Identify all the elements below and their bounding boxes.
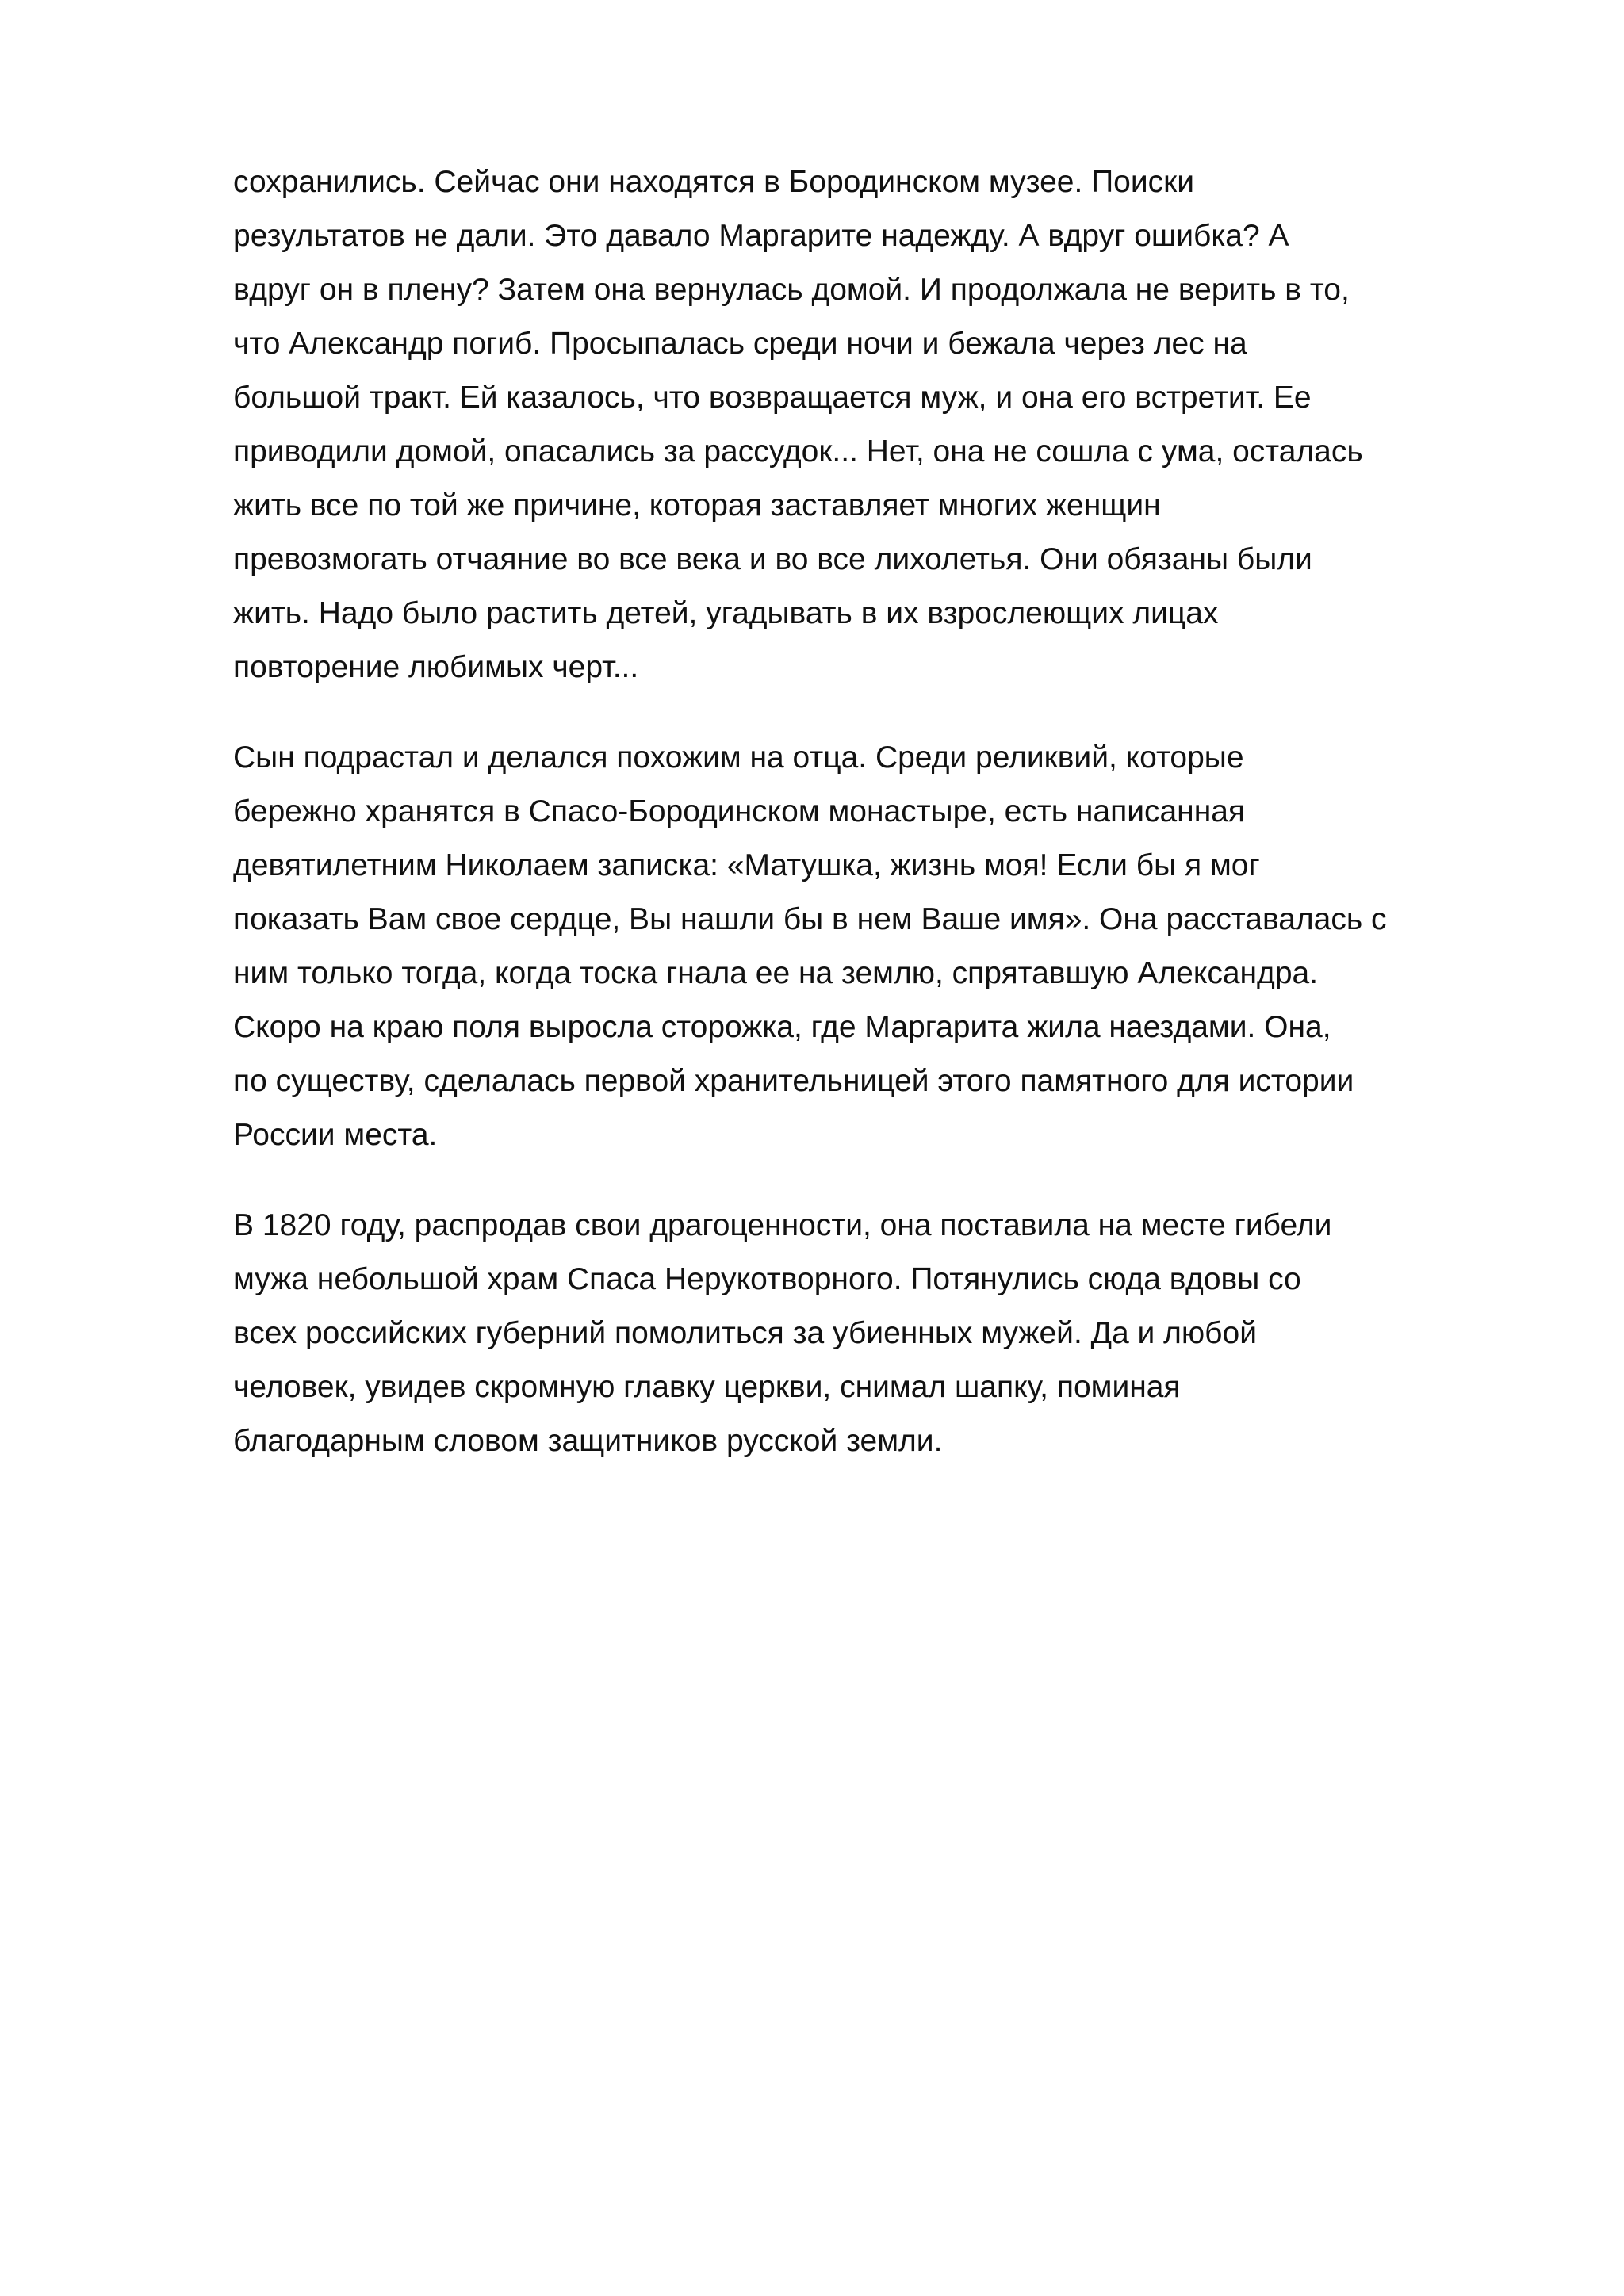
paragraph-1 [233,155,1534,695]
text-line: ним только тогда, когда тоска гнала ее на землю, спрятавшую Александра. [233,956,1319,990]
text-line: приводили домой, опасались за рассудок... Нет, она не сошла с ума, осталась [233,434,1363,469]
text-line: России места. [233,1118,438,1152]
text-line: всех российских губерний помолиться за убиенных мужей. Да и любой [233,1316,1257,1350]
text-line: превозмогать отчаяние во все века и во все лихолетья. Они обязаны были [233,542,1312,576]
text-line: бережно хранятся в Спасо-Бородинском монастыре, есть написанная [233,794,1246,828]
text-line: результатов не дали. Это давало Маргарите надежду. А вдруг ошибка? А [233,219,1289,253]
text-line: Сын подрастал и делался похожим на отца. Среди реликвий, которые [233,740,1244,775]
text-line: мужа небольшой храм Спаса Нерукотворного. Потянулись сюда вдовы со [233,1262,1301,1296]
text-line: человек, увидев скромную главку церкви, снимал шапку, поминая [233,1370,1181,1404]
text-line: большой тракт. Ей казалось, что возвращается муж, и она его встретит. Ее [233,381,1312,415]
paragraph-2 [233,731,1534,1162]
text-line: вдруг он в плену? Затем она вернулась домой. И продолжала не верить в то, [233,273,1350,307]
text-line: что Александр погиб. Просыпалась среди ночи и бежала через лес на [233,327,1247,361]
text-line: благодарным словом защитников русской земли. [233,1424,943,1458]
text-line: сохранились. Сейчас они находятся в Бородинском музее. Поиски [233,165,1195,199]
text-line: девятилетним Николаем записка: «Матушка, жизнь моя! Если бы я мог [233,848,1260,882]
text-line: повторение любимых черт... [233,650,639,684]
paragraph-3 [233,1199,1534,1468]
text-line: показать Вам свое сердце, Вы нашли бы в нем Ваше имя». Она расставалась с [233,902,1387,936]
text-line: жить все по той же причине, которая заставляет многих женщин [233,488,1161,522]
text-line: по существу, сделалась первой хранительницей этого памятного для истории [233,1064,1354,1098]
text-line: В 1820 году, распродав свои драгоценности, она поставила на месте гибели [233,1208,1332,1242]
document-body [233,155,1534,1505]
text-line: Скоро на краю поля выросла сторожка, где Маргарита жила наездами. Она, [233,1010,1331,1044]
text-line: жить. Надо было растить детей, угадывать в их взрослеющих лицах [233,596,1219,630]
